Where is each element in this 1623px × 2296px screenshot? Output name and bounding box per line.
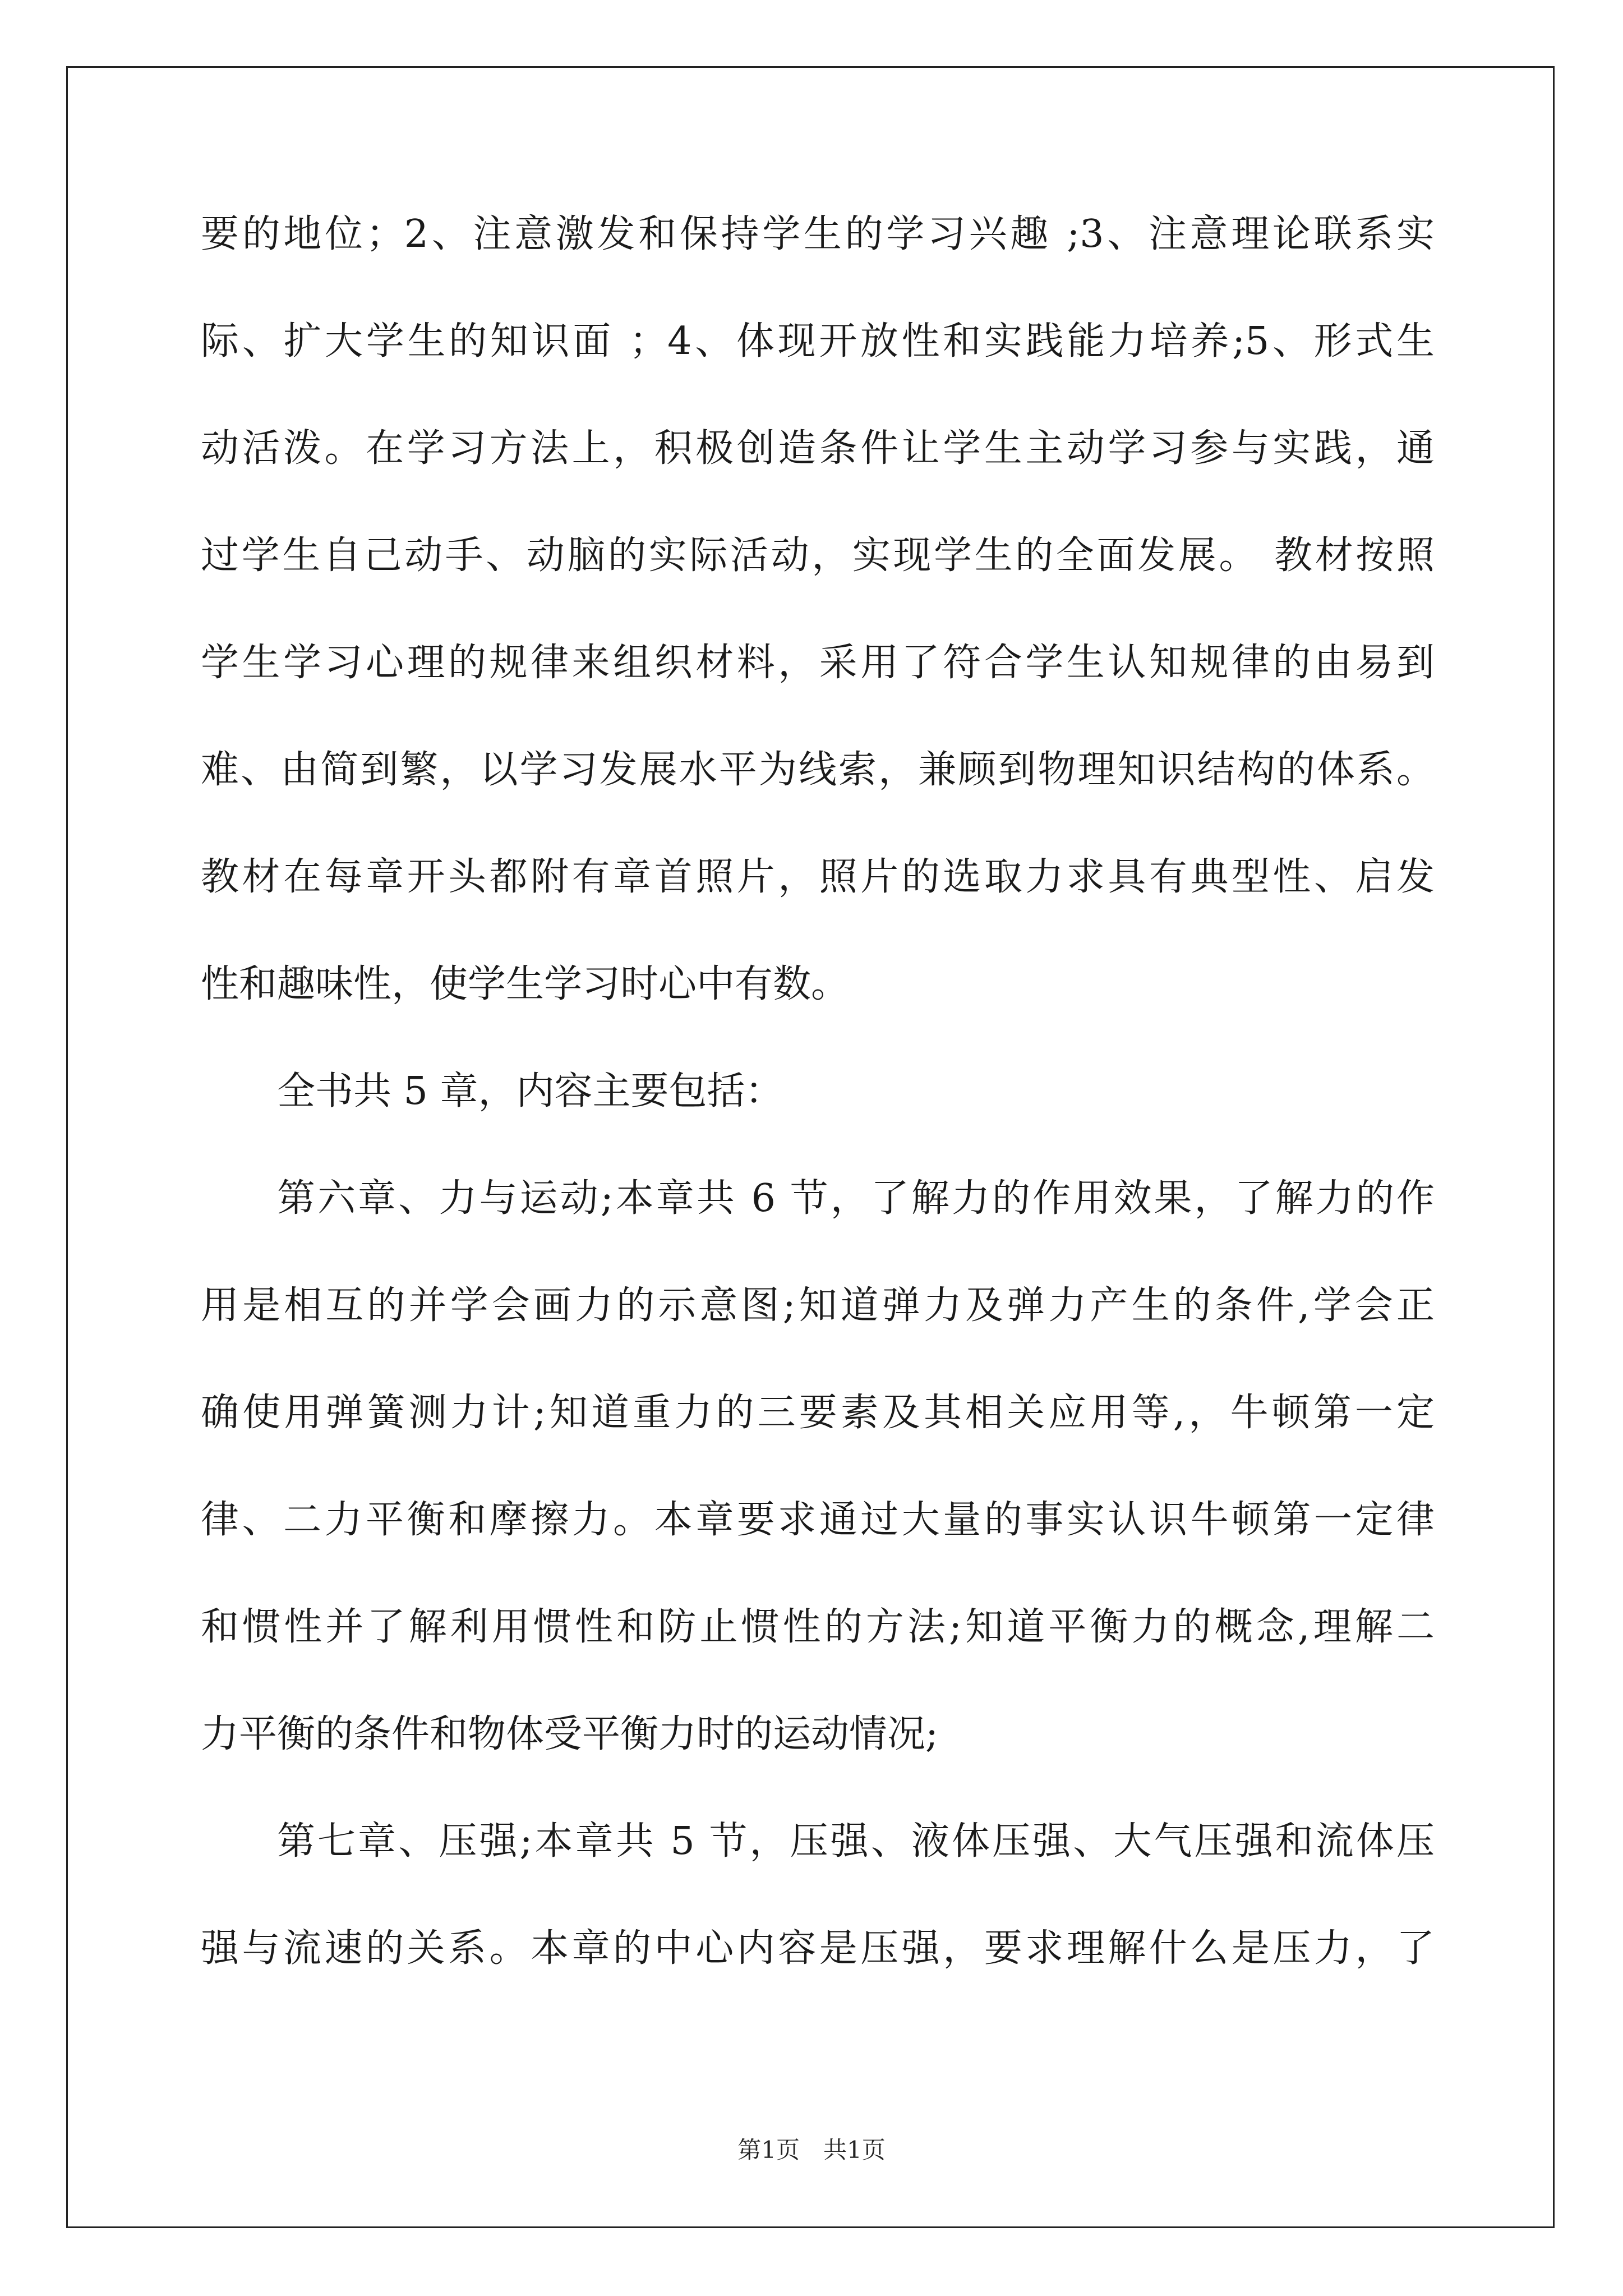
text-line: 性和趣味性，使学生学习时心中有数。 bbox=[201, 962, 850, 1006]
text-line: 际、扩大学生的知识面 ；4、体现开放性和实践能力培养;5、形式生 bbox=[201, 319, 1435, 364]
text-line: 和惯性并了解利用惯性和防止惯性的方法;知道平衡力的概念,理解二 bbox=[201, 1605, 1435, 1649]
text-line: 动活泼。在学习方法上，积极创造条件让学生主动学习参与实践，通 bbox=[201, 426, 1435, 471]
page-footer: 第1页 共1页 bbox=[737, 2136, 886, 2164]
paragraph-start-line: 第六章、力与运动;本章共 6 节，了解力的作用效果，了解力的作 bbox=[277, 1176, 1435, 1221]
text-line: 要的地位；2、注意激发和保持学生的学习兴趣 ;3、注意理论联系实 bbox=[201, 212, 1435, 256]
text-line: 教材在每章开头都附有章首照片，照片的选取力求具有典型性、启发 bbox=[201, 855, 1435, 899]
text-line: 确使用弹簧测力计;知道重力的三要素及其相关应用等,，牛顿第一定 bbox=[201, 1391, 1435, 1435]
paragraph-start-line: 第七章、压强;本章共 5 节，压强、液体压强、大气压强和流体压 bbox=[277, 1819, 1435, 1864]
text-line: 用是相互的并学会画力的示意图;知道弹力及弹力产生的条件,学会正 bbox=[201, 1283, 1435, 1328]
text-line: 过学生自己动手、动脑的实际活动，实现学生的全面发展。 教材按照 bbox=[201, 533, 1435, 578]
text-line: 律、二力平衡和摩擦力。本章要求通过大量的事实认识牛顿第一定律 bbox=[201, 1498, 1435, 1542]
document-body bbox=[201, 208, 1435, 2029]
text-line: 力平衡的条件和物体受平衡力时的运动情况; bbox=[201, 1712, 938, 1756]
paragraph-start-line: 全书共 5 章，内容主要包括： bbox=[277, 1069, 783, 1114]
text-line: 难、由简到繁，以学习发展水平为线索，兼顾到物理知识结构的体系。 bbox=[201, 748, 1435, 792]
text-line: 学生学习心理的规律来组织材料，采用了符合学生认知规律的由易到 bbox=[201, 641, 1435, 685]
text-line: 强与流速的关系。本章的中心内容是压强，要求理解什么是压力，了 bbox=[201, 1926, 1435, 1971]
